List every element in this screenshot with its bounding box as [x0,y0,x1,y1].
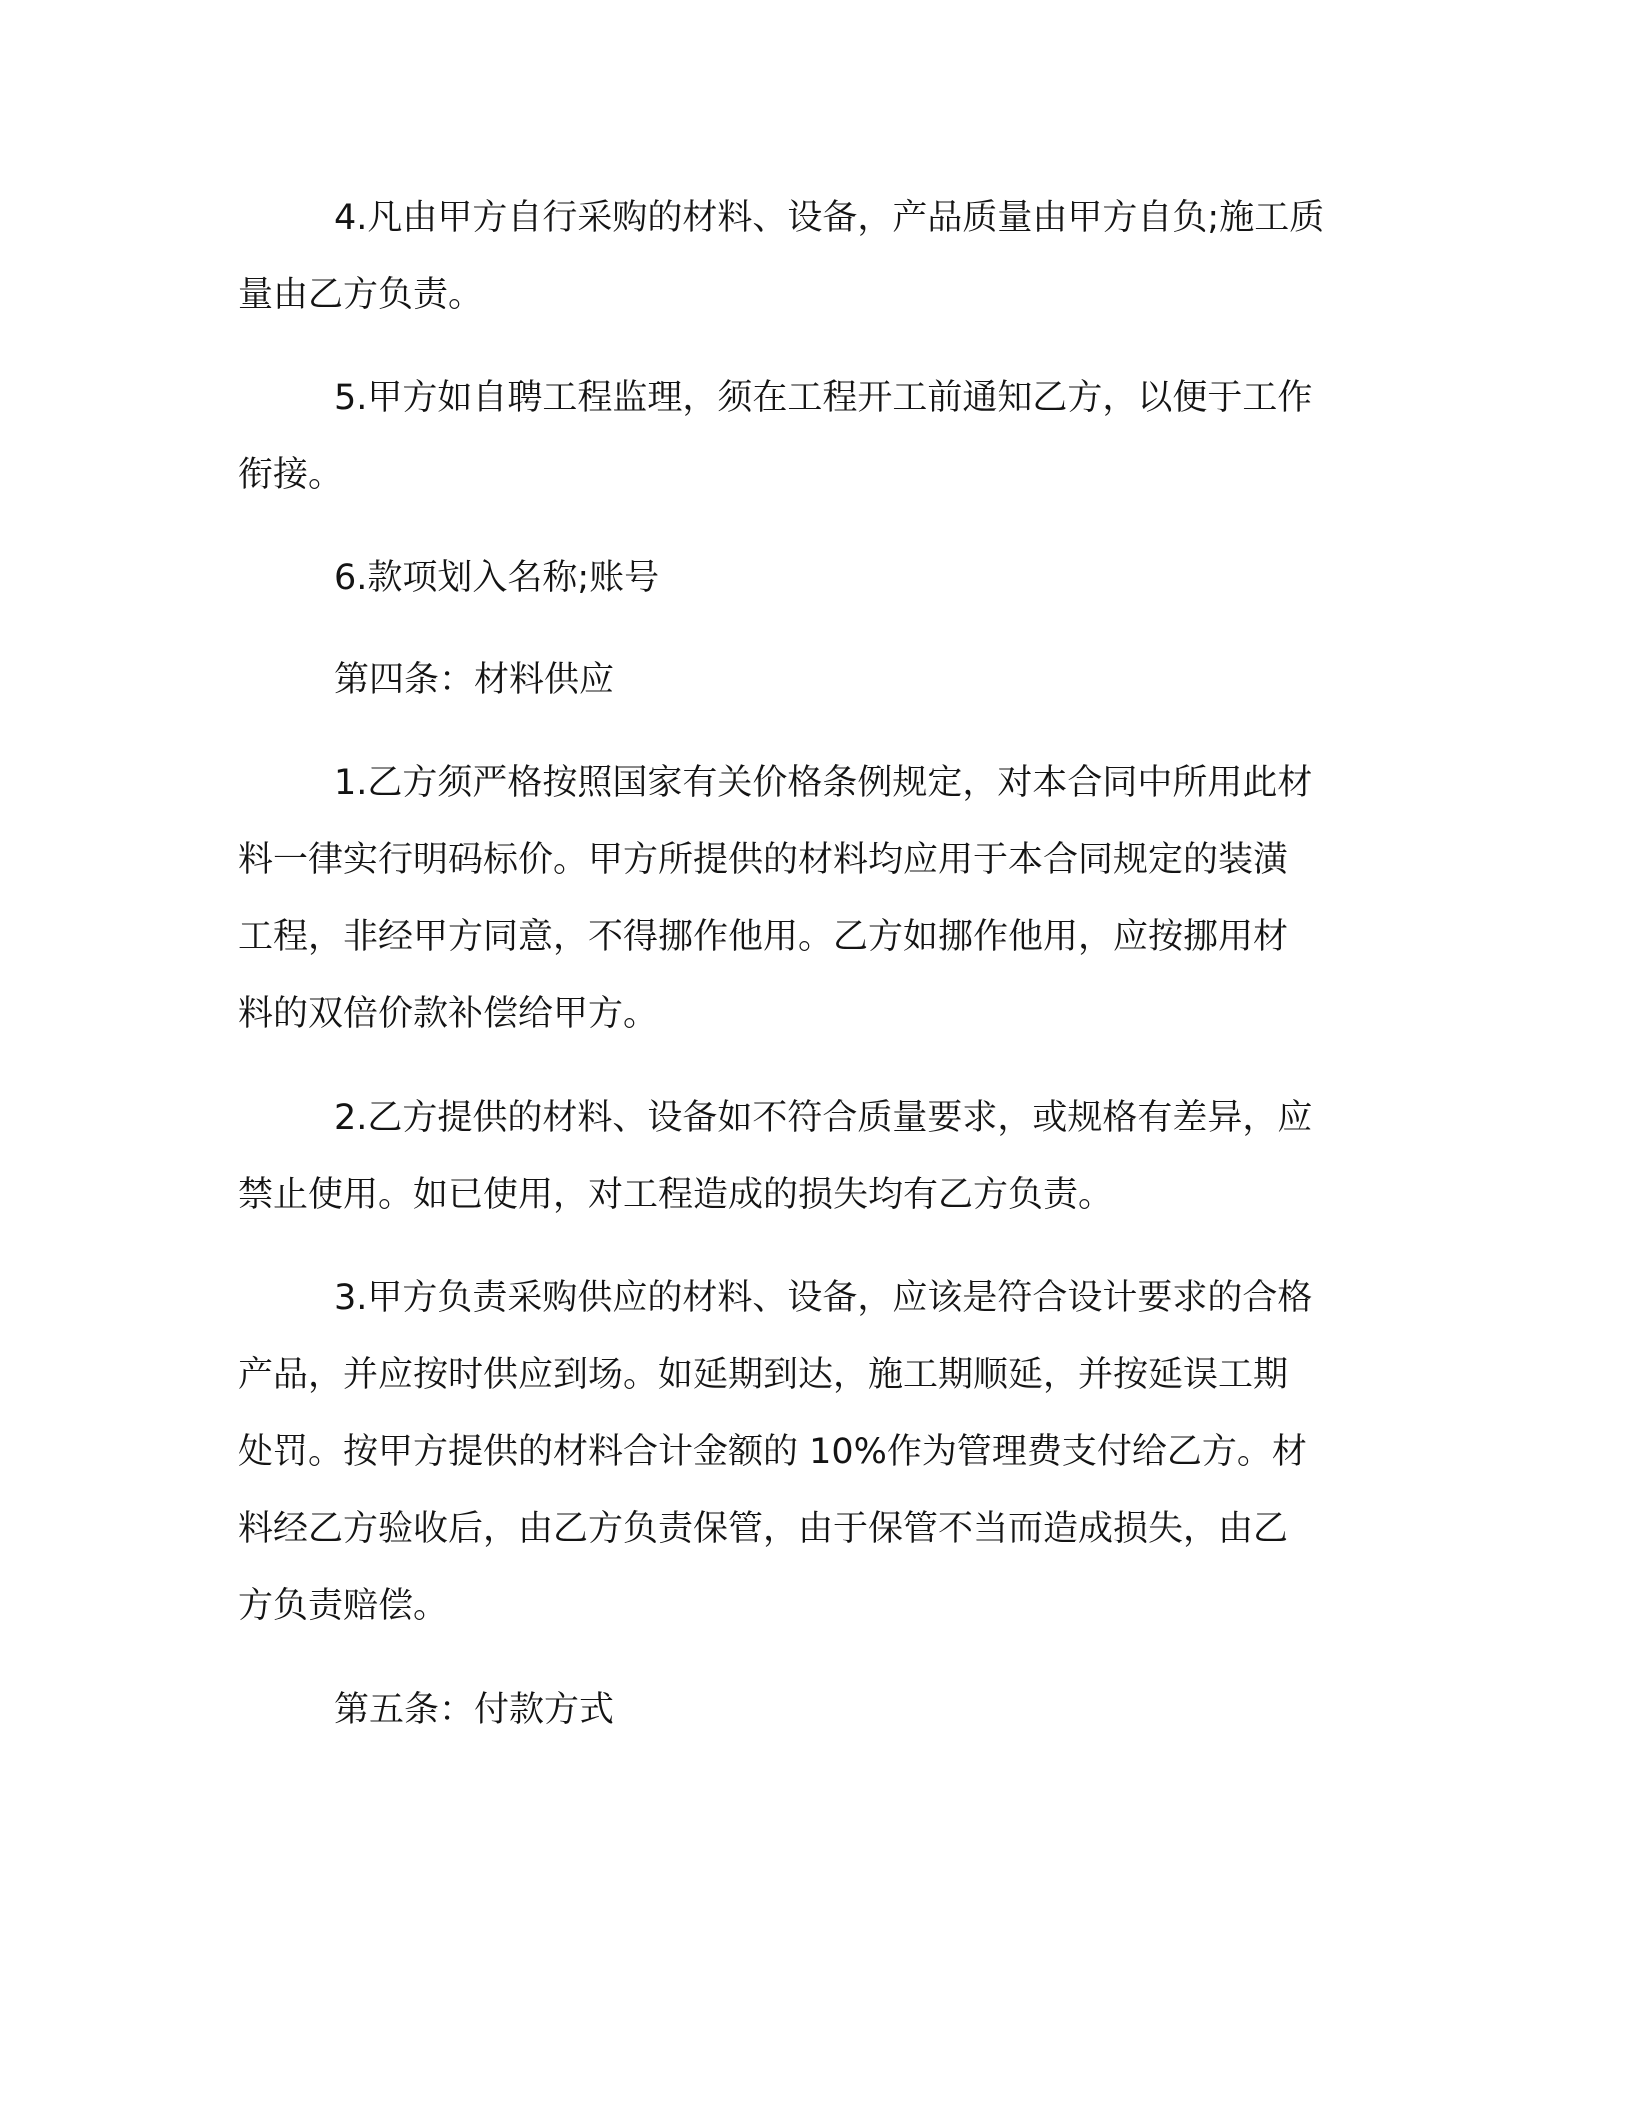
paragraph-line: 禁止使用。如已使用，对工程造成的损失均有乙方负责。 [238,1175,1114,1215]
paragraph-line: 6.款项划入名称;账号 [334,558,660,598]
article-4-clause-1 [238,745,1380,1053]
clause-5-paragraph [238,360,1380,514]
paragraph-line: 量由乙方负责。 [238,275,484,315]
paragraph-line: 衔接。 [238,455,344,495]
paragraph-line: 产品，并应按时供应到场。如延期到达，施工期顺延，并按延误工期 [238,1355,1289,1395]
article-4-clause-2 [238,1080,1380,1234]
paragraph-line: 料经乙方验收后，由乙方负责保管，由于保管不当而造成损失，由乙 [238,1509,1289,1549]
article-5-heading [238,1672,1380,1749]
paragraph-line: 料的双倍价款补偿给甲方。 [238,994,659,1034]
paragraph-line: 1.乙方须严格按照国家有关价格条例规定，对本合同中所用此材 [334,763,1313,803]
article-4-clause-3 [238,1260,1380,1645]
paragraph-line: 5.甲方如自聘工程监理，须在工程开工前通知乙方，以便于工作 [334,378,1313,418]
section-heading: 第四条：材料供应 [334,660,615,700]
section-heading: 第五条：付款方式 [334,1690,615,1730]
clause-4-paragraph [238,180,1380,334]
paragraph-line: 3.甲方负责采购供应的材料、设备，应该是符合设计要求的合格 [334,1278,1313,1318]
paragraph-line: 料一律实行明码标价。甲方所提供的材料均应用于本合同规定的装潢 [238,840,1289,880]
clause-6-paragraph [238,540,1380,617]
paragraph-line: 4.凡由甲方自行采购的材料、设备，产品质量由甲方自负;施工质 [334,198,1325,238]
paragraph-line: 方负责赔偿。 [238,1586,449,1626]
article-4-heading [238,642,1380,719]
paragraph-line: 处罚。按甲方提供的材料合计金额的 10%作为管理费支付给乙方。材 [238,1432,1307,1472]
paragraph-line: 2.乙方提供的材料、设备如不符合质量要求，或规格有差异，应 [334,1098,1313,1138]
paragraph-line: 工程，非经甲方同意，不得挪作他用。乙方如挪作他用，应按挪用材 [238,917,1289,957]
